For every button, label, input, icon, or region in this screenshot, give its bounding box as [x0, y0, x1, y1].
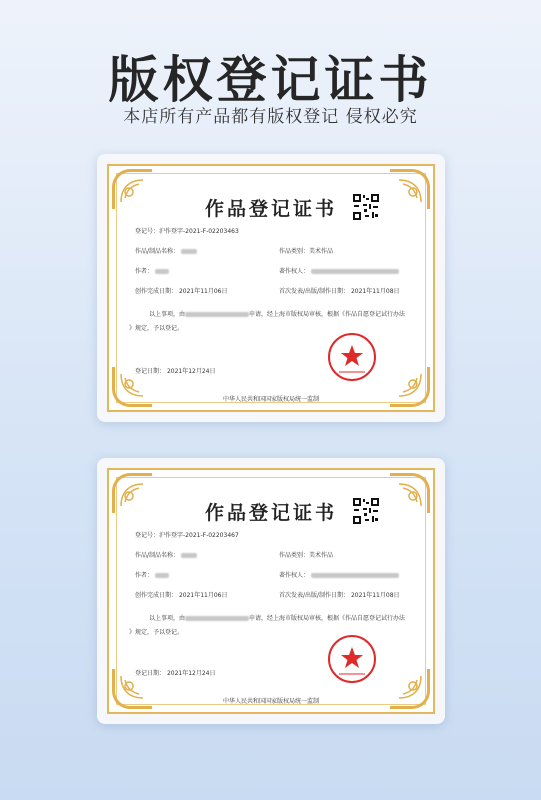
certificate-frame [107, 468, 435, 714]
qr-code-icon [353, 194, 379, 220]
certificate-footer: 中华人民共和国国家版权局统一监制 [222, 396, 319, 403]
redacted-text [185, 616, 249, 621]
certificate-statement: 以上事项，由 申请，经上海市版权局审核，根据《作品自愿登记试行办法 》规定，予以登记。 [129, 311, 406, 332]
redacted-text [185, 312, 249, 317]
published-date-row: 首次发表/出版/制作日期： 2021年11月08日 [279, 288, 400, 295]
page-subtitle: 本店所有产品都有版权登记 侵权必究 [123, 107, 418, 127]
redacted-text [311, 269, 399, 274]
certificate-title: 作品登记证书 [204, 502, 337, 524]
author-row: 作者： [135, 266, 169, 275]
reg-date-row: 登记日期： 2021年12月24日 [135, 368, 216, 375]
certificate-footer: 中华人民共和国国家版权局统一监制 [222, 698, 319, 705]
owner-row: 著作权人： [279, 266, 399, 275]
redacted-text [155, 573, 169, 578]
official-seal-icon [327, 332, 377, 382]
owner-row: 著作权人： [279, 570, 399, 579]
qr-code-icon [353, 498, 379, 524]
work-name-row: 作品/制品名称： [135, 550, 197, 559]
created-date-row: 创作完成日期： 2021年11月06日 [135, 592, 228, 599]
certificate-card-1 [97, 154, 445, 422]
reg-no-row: 登记号：沪作登字-2021-F-02203467 [135, 532, 239, 539]
published-date-row: 首次发表/出版/制作日期： 2021年11月08日 [279, 592, 400, 599]
reg-date-row: 登记日期： 2021年12月24日 [135, 670, 216, 677]
certificate-frame [107, 164, 435, 412]
created-date-row: 创作完成日期： 2021年11月06日 [135, 288, 228, 295]
certificate-card-2 [97, 458, 445, 724]
author-row: 作者： [135, 570, 169, 579]
official-seal-icon [327, 634, 377, 684]
work-type-row: 作品类别：美术作品 [279, 552, 334, 559]
page-title: 版权登记证书 [108, 51, 433, 109]
redacted-text [155, 269, 169, 274]
work-name-row: 作品/制品名称： [135, 246, 197, 255]
reg-no-row: 登记号：沪作登字-2021-F-02203463 [135, 228, 239, 235]
certificate-statement: 以上事项，由 申请，经上海市版权局审核，根据《作品自愿登记试行办法 》规定，予以登记。 [129, 615, 406, 636]
certificate-title: 作品登记证书 [204, 198, 337, 220]
work-type-row: 作品类别：美术作品 [279, 248, 334, 255]
redacted-text [181, 553, 197, 558]
redacted-text [181, 249, 197, 254]
redacted-text [311, 573, 399, 578]
